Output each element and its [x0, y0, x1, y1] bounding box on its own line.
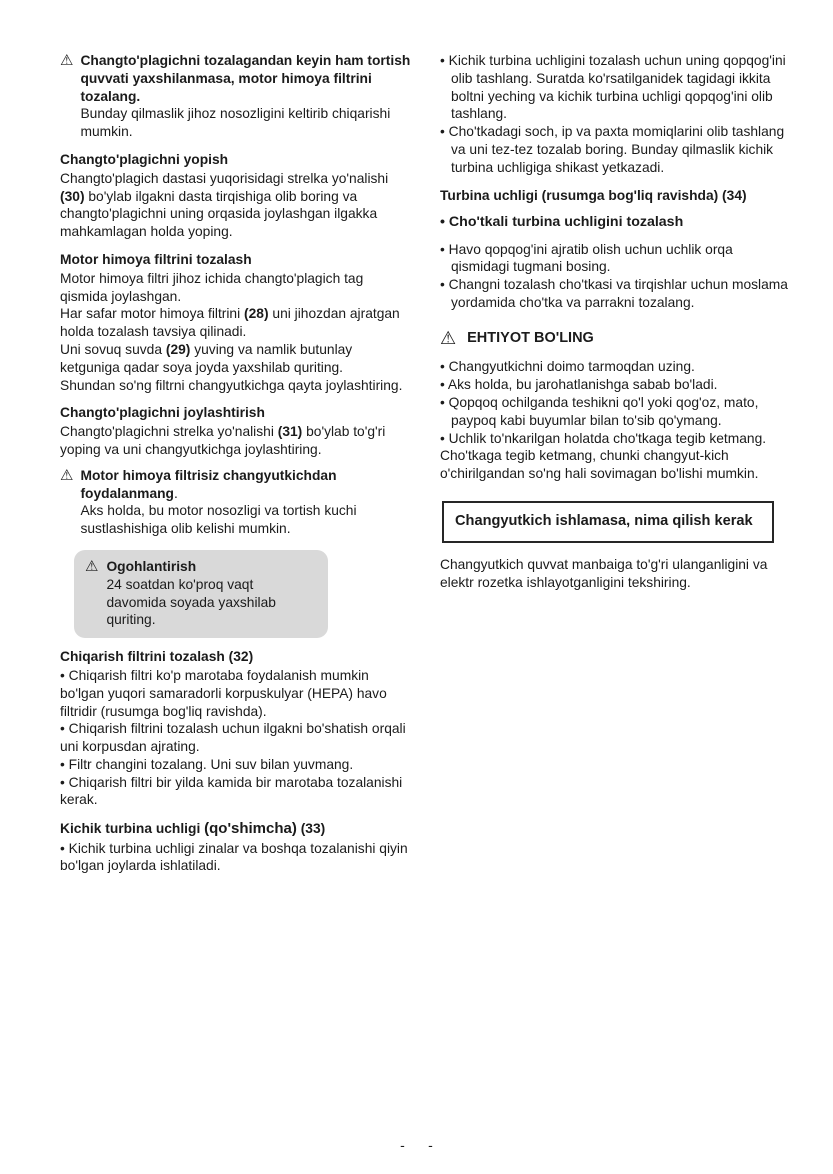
figure-ref-28: (28)	[244, 306, 269, 322]
warning-text: Aks holda, bu motor nosozligi va tortish kuchi sustlashishiga olib kelishi mumkin.	[80, 503, 357, 537]
warning-note-suction	[60, 52, 414, 141]
troubleshooting-box	[442, 501, 774, 543]
subsection-heading-brush-turbine: • Cho'tkali turbina uchligini tozalash	[440, 214, 684, 231]
warning-title: Motor himoya filtrisiz changyutkichdan foydalanmang.	[80, 467, 337, 501]
bullet-item: • Filtr changini tozalang. Uni suv bilan yuvmang.	[60, 756, 354, 772]
warning-icon: ⚠	[60, 466, 74, 484]
section-heading-mini-turbine: Kichik turbina uchligi (qo'shimcha) (33)	[60, 820, 326, 838]
section-heading-motor-filter: Motor himoya filtrini tozalash	[60, 251, 252, 267]
bullet-item: • Chiqarish filtri bir yilda kamida bir marotaba tozalanishi kerak.	[60, 774, 403, 808]
bullet-item: • Havo qopqog'ini ajratib olish uchun uchlik orqa qismidagi tugmani bosing.	[440, 241, 733, 275]
bullet-item: • Changyutkichni doimo tarmoqdan uzing.	[440, 359, 695, 375]
warning-callout-text: 24 soatdan ko'proq vaqt davomida soyada yaxshilab quriting.	[106, 576, 276, 628]
paragraph: Har safar motor himoya filtrini (28) uni jihozdan ajratgan holda tozalash tavsiya qilinadi.	[60, 306, 400, 340]
section-heading-place-dustbag: Changto'plagichni joylashtirish	[60, 405, 265, 421]
two-column-layout	[60, 52, 790, 875]
page-footer: - -	[400, 1136, 433, 1153]
bullet-item: • Changni tozalash cho'tkasi va tirqishlar uchun moslama yordamida cho'tka va parrakni tozalang.	[440, 277, 788, 311]
optional-label: (qo'shimcha)	[204, 820, 297, 838]
left-column	[60, 52, 414, 875]
right-column	[440, 52, 790, 875]
paragraph: Changto'plagichni strelka yo'nalishi (31) bo'ylab to'g'ri yoping va uni changyutkichga joylashtiring.	[60, 424, 386, 457]
bullet-item: • Kichik turbina uchligini tozalash uchun uning qopqog'ini olib tashlang. Suratda ko'rsatilganidek tagidagi ikkita boltni yeching va kichik turbina uchligi qopqog'ini olib tashlang.	[440, 53, 786, 122]
paragraph: Cho'tkaga tegib ketmang, chunki changyut-kich o'chirilgandan so'ng hali sovimagan bo'lishi mumkin.	[440, 448, 759, 482]
bullet-item: • Uchlik to'nkarilgan holatda cho'tkaga tegib ketmang.	[440, 430, 767, 446]
warning-callout-box	[74, 550, 328, 638]
caution-heading-label: EHTIYOT BO'LING	[467, 330, 594, 347]
warning-icon: ⚠	[440, 327, 457, 348]
paragraph: Shundan so'ng filtrni changyutkichga qayta joylashtiring.	[60, 377, 403, 393]
paragraph: Uni sovuq suvda (29) yuving va namlik butunlay ketguniga qadar soya joyda yaxshilab quriting.	[60, 341, 353, 375]
section-heading-close-dustbag: Changto'plagichni yopish	[60, 151, 229, 167]
warning-callout-title: Ogohlantirish	[106, 558, 197, 574]
figure-ref-29: (29)	[165, 341, 191, 357]
warning-title: Changto'plagichni tozalagandan keyin ham tortish quvvati yaxshilanmasa, motor himoya filtrini tozalang.	[80, 53, 411, 104]
section-heading-turbine-nozzle: Turbina uchligi (rusumga bog'liq ravishda) (34)	[440, 187, 747, 203]
bullet-item: • Cho'tkadagi soch, ip va paxta momiqlarini olib tashlang va uni tez-tez tozalab boring. Bunday qilmaslik kichik turbina uchligiga shikast yetkazadi.	[440, 124, 785, 175]
paragraph: Changto'plagich dastasi yuqorisidagi strelka yo'nalishi (30) bo'ylab ilgakni dasta tirqishiga olib boring va changto'plagichni uning orqasida joylashgan ilgakka mahkamlagan holda yoping.	[60, 170, 389, 240]
warning-icon: ⚠	[85, 557, 99, 575]
warning-callout-body	[106, 558, 316, 629]
warning-text: Bunday qilmaslik jihoz nosozligini keltirib chiqarishi mumkin.	[80, 106, 391, 140]
warning-note-no-filter	[60, 467, 414, 538]
warning-icon: ⚠	[60, 52, 74, 69]
paragraph: Motor himoya filtri jihoz ichida changto'plagich tag qismida joylashgan.	[60, 270, 364, 304]
paragraph: Changyutkich quvvat manbaiga to'g'ri ulanganligini va elektr rozetka ishlayotganligini tekshiring.	[440, 556, 768, 590]
bullet-item: • Chiqarish filtri ko'p marotaba foydalanish mumkin bo'lgan yuqori samaradorli korpuskulyar (HEPA) havo filtridir (rusumga bog'liq ravishda).	[60, 667, 387, 719]
bullet-item: • Kichik turbina uchligi zinalar va boshqa tozalanishi qiyin bo'lgan joylarda ishlatiladi.	[60, 840, 408, 874]
warning-note-body	[80, 52, 414, 141]
bullet-item: • Aks holda, bu jarohatlanishga sabab bo'ladi.	[440, 377, 718, 393]
figure-ref-30: (30)	[60, 188, 85, 204]
troubleshooting-box-title: Changyutkich ishlamasa, nima qilish kerak	[455, 513, 753, 530]
bullet-item: • Qopqoq ochilganda teshikni qo'l yoki qog'oz, mato, paypoq kabi buyumlar bilan to'sib qo'ymang.	[440, 395, 759, 428]
bullet-item: • Chiqarish filtrini tozalash uchun ilgakni bo'shatish orqali uni korpusdan ajrating.	[60, 721, 406, 755]
section-heading-exhaust-filter: Chiqarish filtrini tozalash (32)	[60, 649, 254, 665]
caution-heading	[440, 328, 790, 350]
figure-ref-31: (31)	[277, 424, 303, 440]
warning-note-body	[80, 467, 414, 538]
